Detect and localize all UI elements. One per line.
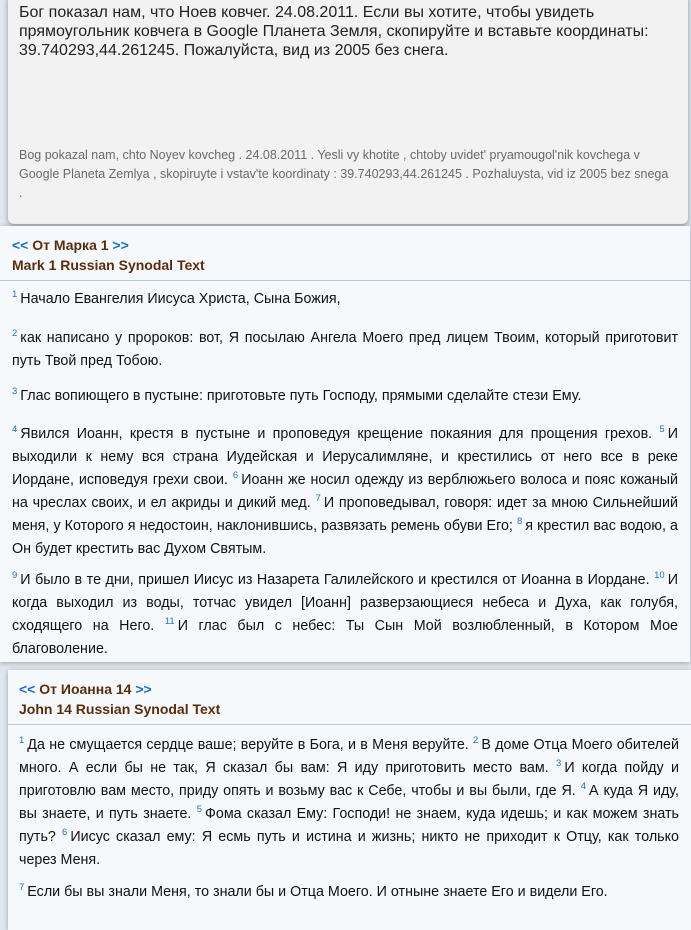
verse-number: 8 (516, 516, 523, 528)
transliteration-text: Bog pokazal nam, chto Noyev kovcheg . 24.08.2011 . Yesli vy khotite , chtoby uvidet' pryamougol'nik kovchega v Google Planeta Zemlya , skopiruyte i vstav'te koordinaty : 39.740293,44.261245 . Pozhaluysta, vid iz 2005 bez snega . (19, 148, 669, 200)
russian-text: Бог показал нам, что Ноев ковчег. 24.08.2011. Если вы хотите, чтобы увидеть прямоугольник ковчега в Google Планета Земля, скопируйте и вставьте координаты: 39.740293,44.261245. Пожалуйста, вид из 2005 без снега. (19, 4, 649, 59)
verse-number: 7 (19, 882, 25, 894)
verse-number: 5 (659, 424, 665, 436)
verse-number: 1 (12, 289, 18, 301)
chapter-nav (19, 680, 152, 698)
verse-number: 2 (473, 735, 479, 747)
divider (0, 280, 690, 281)
mark-chapter-panel (0, 226, 690, 662)
verse-number: 4 (12, 424, 18, 436)
verse-paragraph (12, 288, 678, 311)
verse-text: Если бы вы знали Меня, то знали бы и Отца Моего. И отныне знаете Его и видели Его. (27, 884, 608, 900)
verse-number: 6 (62, 827, 68, 839)
verse-paragraph (12, 569, 678, 661)
verse-text: И было в те дни, пришел Иисус из Назарета Галилейского и крестился от Иоанна в Иордане. (20, 572, 650, 588)
prev-chapter-link[interactable]: << (19, 681, 36, 697)
verse-text: А куда Я иду, вы знаете, и путь знаете. (19, 783, 679, 822)
verse-text: Иоанн же носил одежду из верблюжьего волоса и пояс кожаный на чреслах своих, и ел акриды и дикий мед. (12, 472, 678, 511)
verse-text: Начало Евангелия Иисуса Христа, Сына Божия, (20, 291, 341, 307)
verse-number: 2 (12, 328, 18, 340)
verse-paragraph (12, 423, 678, 561)
prev-chapter-link[interactable]: << (12, 237, 29, 253)
verse-number: 3 (12, 386, 18, 398)
verse-paragraph (12, 385, 678, 408)
chapter-title: От Марка 1 (32, 237, 109, 253)
verse-number: 10 (654, 570, 665, 582)
next-chapter-link[interactable]: >> (135, 681, 152, 697)
john-chapter-panel (8, 670, 691, 930)
verse-text: Иисус сказал ему: Я есмь путь и истина и жизнь; никто не приходит к Отцу, как только через Меня. (19, 829, 679, 868)
verse-number: 11 (164, 616, 175, 628)
divider (8, 724, 691, 725)
verse-text: И когда пойду и приготовлю вам место, приду опять и возьму вас к Себе, чтобы и вы были, где Я. (19, 760, 679, 799)
verse-text: И проповедывал, говоря: идет за мною Сильнейший меня, у Которого я недостоин, наклонившись, развязать ремень обуви Его; (12, 495, 678, 534)
chapter-nav (12, 236, 129, 254)
chapter-title: От Иоанна 14 (39, 681, 132, 697)
verse-number: 7 (315, 493, 321, 505)
next-chapter-link[interactable]: >> (112, 237, 129, 253)
verse-number: 5 (196, 804, 203, 816)
verse-text: Явился Иоанн, крестя в пустыне и проповедуя крещение покаяния для прощения грехов. (20, 426, 653, 442)
verse-text: как написано у пророков: вот, Я посылаю Ангела Моего пред лицем Твоим, который приготовит путь Твой пред Тобою. (12, 330, 678, 369)
translation-card (8, 0, 688, 224)
verse-number: 6 (232, 470, 239, 482)
verse-number: 3 (556, 758, 562, 770)
verse-text: И когда выходил из воды, тотчас увидел [Иоанн] разверзающиеся небеса и Духа, как голубя, сходящего на Него. (12, 572, 678, 634)
verse-text: Глас вопиющего в пустыне: приготовьте путь Господу, прямыми сделайте стези Ему. (20, 388, 582, 404)
verse-text: И выходили к нему вся страна Иудейская и Иерусалимляне, и крестились от него все в реке Иордане, исповедуя грехи свои. (12, 426, 678, 488)
verse-text: И глас был с небес: Ты Сын Мой возлюбленный, в Котором Мое благоволение. (12, 618, 678, 657)
verse-text: В доме Отца Моего обителей много. А если бы не так, Я сказал бы вам: Я иду приготовить место вам. (19, 737, 679, 776)
verse-text: я крестил вас водою, а Он будет крестить вас Духом Святым. (12, 518, 679, 557)
verse-paragraph (19, 734, 679, 872)
chapter-subtitle: Mark 1 Russian Synodal Text (12, 257, 205, 273)
verse-number: 1 (19, 735, 25, 747)
verse-number: 9 (12, 570, 18, 582)
verse-paragraph (19, 881, 679, 904)
verse-text: Фома сказал Ему: Господи! не знаем, куда идешь; и как можем знать путь? (19, 806, 679, 845)
verse-number: 4 (580, 781, 587, 793)
chapter-subtitle: John 14 Russian Synodal Text (19, 701, 221, 717)
verse-text: Да не смущается сердце ваше; веруйте в Бога, и в Меня веруйте. (27, 737, 469, 753)
verse-paragraph (12, 327, 678, 373)
